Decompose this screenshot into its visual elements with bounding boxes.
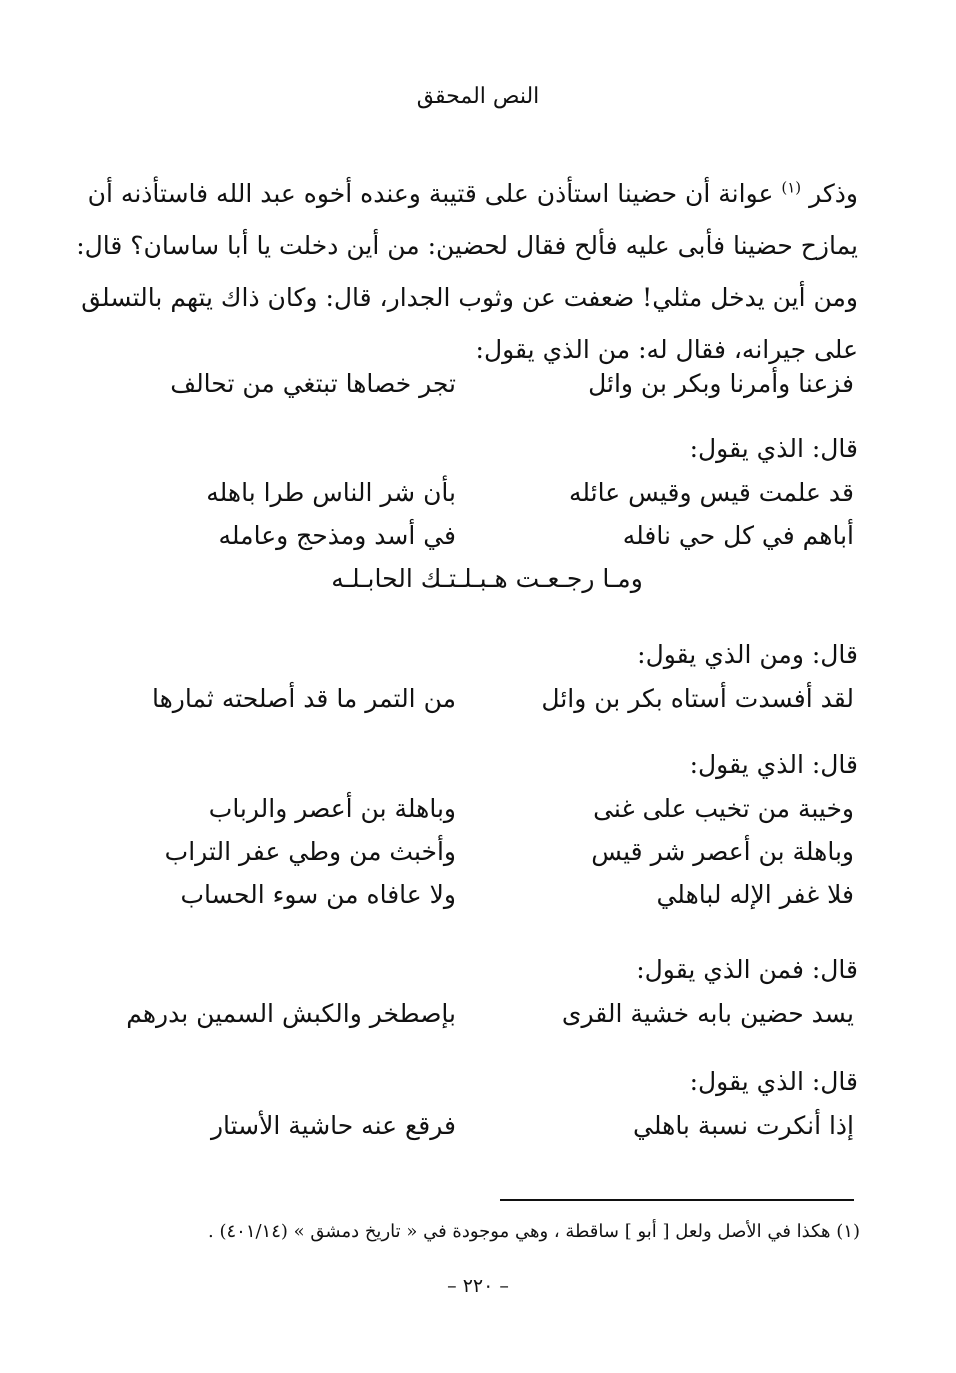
footnote-reference: (١): [781, 178, 802, 197]
verse-line: [96, 1104, 858, 1147]
verse-line: [96, 787, 858, 830]
verse-intro: قال: الذي يقول:: [689, 434, 858, 463]
verse-first-hemistich: يسد حضين بابه خشية القرى: [561, 999, 854, 1028]
verse-first-hemistich: لقد أفسدت أستاه بكر بن وائل: [541, 684, 854, 713]
verse-line: [96, 830, 858, 873]
verse-line: [96, 514, 858, 557]
prose-text: عوانة أن حضينا استأذن على قتيبة وعنده أخوه عبد الله فاستأذنه أن: [87, 179, 774, 208]
verse-second-hemistich: وأخبث من وطي عفر التراب: [164, 837, 456, 866]
verse-intro: قال: ومن الذي يقول:: [637, 640, 858, 669]
poem-section: [96, 1060, 858, 1147]
prose-line: على جيرانه، فقال له: من الذي يقول:: [475, 335, 858, 364]
poem-section: [96, 743, 858, 916]
verse-first-hemistich: قد علمت قيس وقيس عائله: [568, 478, 854, 507]
verse-line: [96, 873, 858, 916]
poem-section: [96, 633, 858, 720]
verse-single-hemistich: ومـا رجـعـت هـبـلـتـك الحابـلـه: [331, 564, 643, 593]
verse-line: [96, 992, 858, 1035]
running-header: النص المحقق: [416, 84, 540, 109]
poem-section: [96, 427, 858, 600]
verse-first-hemistich: وباهلة بن أعصر شر قيس: [591, 837, 854, 866]
prose-line: ومن أين يدخل مثلي! ضعفت عن وثوب الجدار، قال: وكان ذاك يتهم بالتسلق: [81, 283, 858, 312]
footnote: (١) هكذا في الأصل ولعل [ أبو ] ساقطة ، وهي موجودة في « تاريخ دمشق » (٤٠١/١٤) .: [208, 1221, 860, 1242]
verse-line: [96, 677, 858, 720]
page-number: – ٢٢٠ –: [447, 1275, 509, 1297]
verse-second-hemistich: ولا عافاه من سوء الحساب: [180, 880, 456, 909]
verse-intro: قال: الذي يقول:: [689, 750, 858, 779]
poem-section: [96, 362, 858, 405]
verse-line: [96, 471, 858, 514]
verse-line: [96, 362, 858, 405]
verse-second-hemistich: من التمر ما قد أصلحته ثمارها: [151, 684, 456, 713]
verse-second-hemistich: وباهلة بن أعصر والرباب: [208, 794, 456, 823]
prose-word: وذكر: [809, 179, 858, 208]
footnote-separator: [500, 1199, 854, 1201]
verse-second-hemistich: فرقع عنه حاشية الأستار: [210, 1111, 456, 1140]
verse-intro: قال: الذي يقول:: [689, 1067, 858, 1096]
prose-line: يمازح حضينا فأبى عليه فألح فقال لحضين: من أين دخلت يا أبا ساسان؟ قال:: [76, 231, 858, 260]
verse-first-hemistich: أباهم في كل حي نافله: [622, 521, 854, 550]
verse-intro: قال: فمن الذي يقول:: [636, 955, 858, 984]
verse-second-hemistich: في أسد ومذحج وعامله: [218, 521, 456, 550]
verse-second-hemistich: بإصطخر والكبش السمين بدرهم: [126, 999, 456, 1028]
poem-section: [96, 948, 858, 1035]
prose-paragraph: [76, 168, 858, 376]
verse-second-hemistich: تجر خصاها تبتغي من تحالف: [170, 369, 456, 398]
verse-second-hemistich: بأن شر الناس طرا باهله: [206, 478, 456, 507]
verse-first-hemistich: فزعنا وأمرنا وبكر بن وائل: [588, 369, 854, 398]
verse-first-hemistich: فلا غفر الإله لباهلي: [656, 880, 854, 909]
verse-first-hemistich: إذا أنكرت نسبة باهلي: [633, 1111, 854, 1140]
verse-first-hemistich: وخيبة من تخيب على غنى: [593, 794, 854, 823]
prose-line: [87, 168, 858, 220]
